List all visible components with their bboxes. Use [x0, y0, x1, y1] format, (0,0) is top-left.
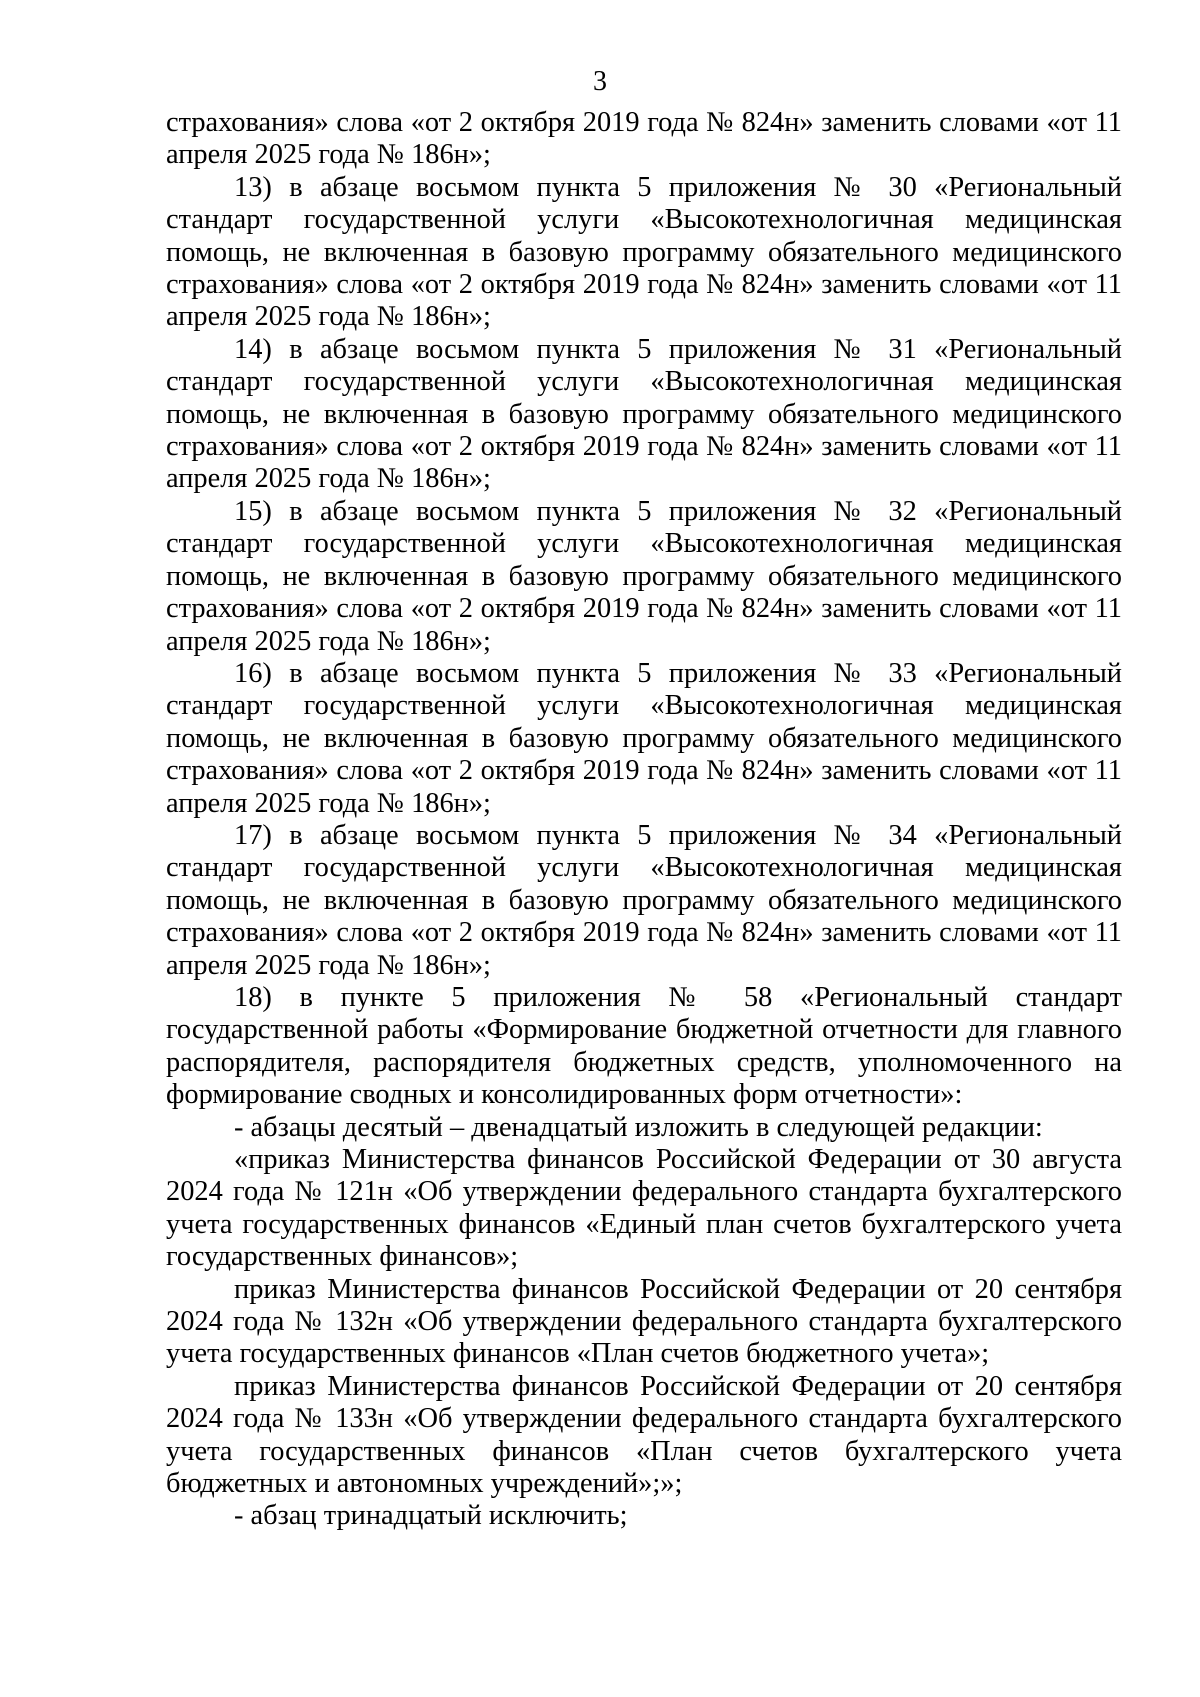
paragraph-subitem-exclude: - абзац тринадцатый исключить;: [234, 1500, 628, 1532]
paragraph-item-18: 18) в пункте 5 приложения № 58 «Региональный стандарт государственной работы «Формирование бюджетной отчетности для главного распорядителя, распорядителя бюджетных средств, уполномоченного на формирование сводных и консолидированных форм отчетности»:: [166, 981, 1122, 1111]
paragraph-item-16: 16) в абзаце восьмом пункта 5 приложения № 33 «Региональный стандарт государственной услуги «Высокотехнологичная медицинская помощь, не включенная в базовую программу обязательного медицинского страхования» слова «от 2 октября 2019 года № 824н» заменить словами «от 11 апреля 2025 года № 186н»;: [166, 657, 1122, 819]
paragraph-subitem-replace: - абзацы десятый – двенадцатый изложить в следующей редакции:: [234, 1111, 1043, 1143]
paragraph-item-14: 14) в абзаце восьмом пункта 5 приложения № 31 «Региональный стандарт государственной услуги «Высокотехнологичная медицинская помощь, не включенная в базовую программу обязательного медицинского страхования» слова «от 2 октября 2019 года № 824н» заменить словами «от 11 апреля 2025 года № 186н»;: [166, 333, 1122, 495]
document-body: [166, 107, 1122, 1533]
paragraph-order-133n: приказ Министерства финансов Российской Федерации от 20 сентября 2024 года № 133н «Об утверждении федерального стандарта бухгалтерского учета государственных финансов «План счетов бухгалтерского учета бюджетных и автономных учреждений»;»;: [166, 1370, 1122, 1500]
paragraph-item-15: 15) в абзаце восьмом пункта 5 приложения № 32 «Региональный стандарт государственной услуги «Высокотехнологичная медицинская помощь, не включенная в базовую программу обязательного медицинского страхования» слова «от 2 октября 2019 года № 824н» заменить словами «от 11 апреля 2025 года № 186н»;: [166, 495, 1122, 657]
paragraph-item-13: 13) в абзаце восьмом пункта 5 приложения № 30 «Региональный стандарт государственной услуги «Высокотехнологичная медицинская помощь, не включенная в базовую программу обязательного медицинского страхования» слова «от 2 октября 2019 года № 824н» заменить словами «от 11 апреля 2025 года № 186н»;: [166, 171, 1122, 333]
paragraph-order-132n: приказ Министерства финансов Российской Федерации от 20 сентября 2024 года № 132н «Об утверждении федерального стандарта бухгалтерского учета государственных финансов «План счетов бюджетного учета»;: [166, 1273, 1122, 1370]
paragraph-item-17: 17) в абзаце восьмом пункта 5 приложения № 34 «Региональный стандарт государственной услуги «Высокотехнологичная медицинская помощь, не включенная в базовую программу обязательного медицинского страхования» слова «от 2 октября 2019 года № 824н» заменить словами «от 11 апреля 2025 года № 186н»;: [166, 819, 1122, 981]
paragraph-continuation: страхования» слова «от 2 октября 2019 года № 824н» заменить словами «от 11 апреля 2025 года № 186н»;: [166, 107, 1122, 171]
paragraph-order-121n: «приказ Министерства финансов Российской Федерации от 30 августа 2024 года № 121н «Об утверждении федерального стандарта бухгалтерского учета государственных финансов «Единый план счетов бухгалтерского учета государственных финансов»;: [166, 1144, 1122, 1273]
page-number: 3: [593, 66, 607, 97]
